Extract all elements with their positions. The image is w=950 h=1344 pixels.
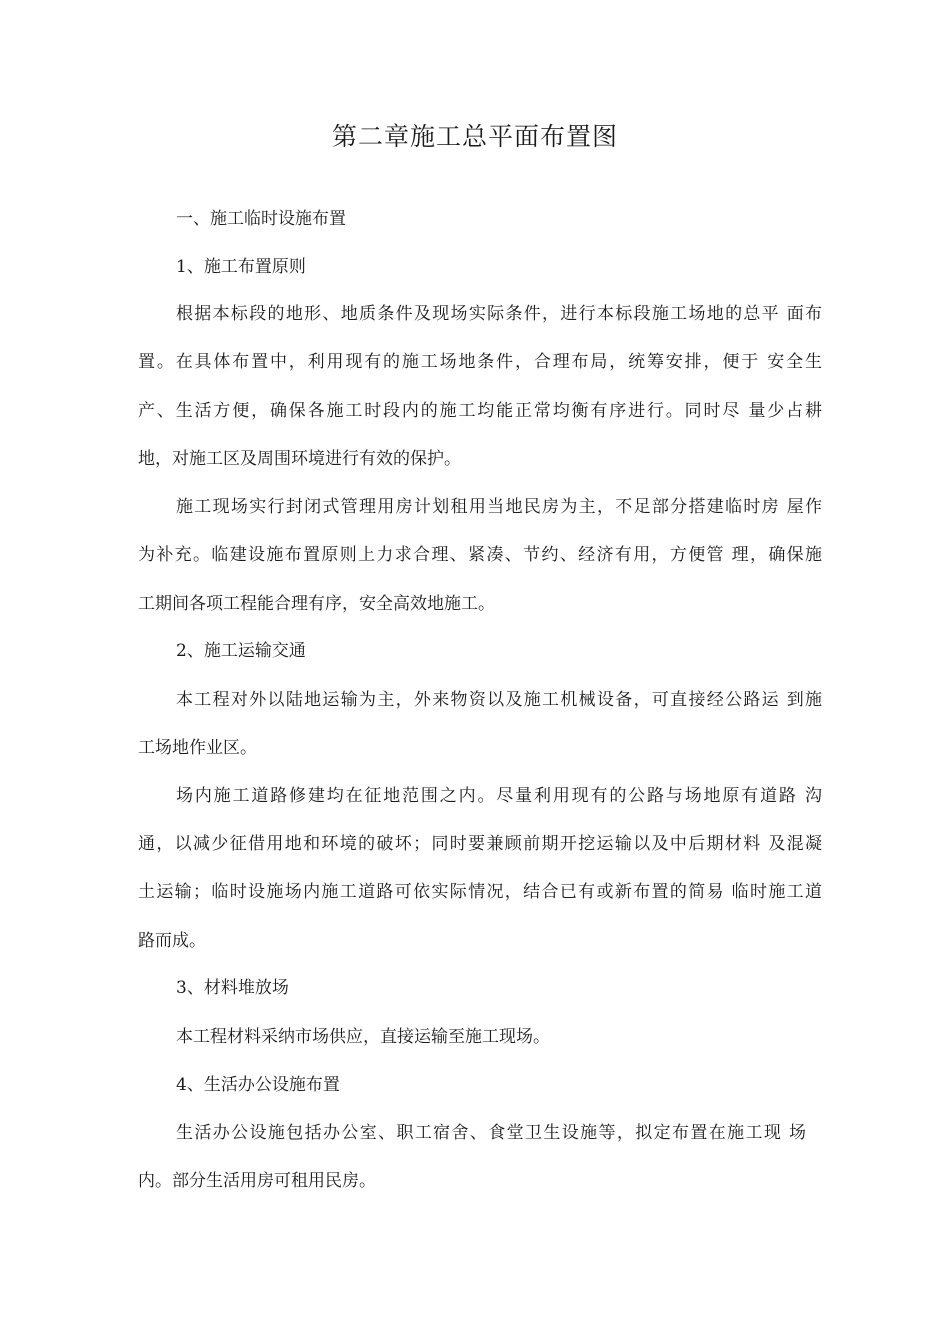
chapter-title: 第二章施工总平面布置图	[331, 122, 618, 151]
paragraph-line: 为补充。临建设施布置原则上力求合理、紧凑、节约、经济有用，方便管 理，确保施	[138, 545, 822, 565]
paragraph-line: 地，对施工区及周围环境进行有效的保护。	[138, 449, 461, 469]
subheading-material-yard: 3、材料堆放场	[176, 978, 289, 998]
paragraph-line: 通，以减少征借用地和环境的破坏；同时要兼顾前期开挖运输以及中后期材料 及混凝	[138, 834, 822, 854]
paragraph-line: 生活办公设施包括办公室、职工宿舍、食堂卫生设施等，拟定布置在施工现 场	[176, 1123, 806, 1143]
subheading-transport: 2、施工运输交通	[176, 641, 306, 661]
paragraph-line: 置。在具体布置中，利用现有的施工场地条件，合理布局，统筹安排，便于 安全生	[138, 352, 822, 372]
paragraph-line: 场内施工道路修建均在征地范围之内。尽量利用现有的公路与场地原有道路 沟	[176, 786, 822, 806]
paragraph-line: 本工程对外以陆地运输为主，外来物资以及施工机械设备，可直接经公路运 到施	[176, 690, 822, 710]
paragraph-line: 土运输；临时设施场内施工道路可依实际情况，结合已有或新布置的简易 临时施工道	[138, 882, 822, 902]
paragraph-line: 本工程材料采纳市场供应，直接运输至施工现场。	[176, 1027, 550, 1047]
subheading-office-facilities: 4、生活办公设施布置	[176, 1075, 340, 1095]
paragraph-line: 根据本标段的地形、地质条件及现场实际条件，进行本标段施工场地的总平 面布	[176, 304, 822, 324]
subheading-layout-principles: 1、施工布置原则	[176, 257, 306, 277]
paragraph-line: 内。部分生活用房可租用民房。	[138, 1171, 376, 1191]
paragraph-line: 工期间各项工程能合理有序，安全高效地施工。	[138, 594, 495, 614]
paragraph-line: 路而成。	[138, 931, 206, 951]
paragraph-line: 工场地作业区。	[138, 738, 257, 758]
paragraph-line: 施工现场实行封闭式管理用房计划租用当地民房为主，不足部分搭建临时房 屋作	[176, 497, 822, 517]
section-heading-temporary-facilities: 一、施工临时设施布置	[176, 209, 346, 229]
paragraph-line: 产、生活方便，确保各施工时段内的施工均能正常均衡有序进行。同时尽 量少占耕	[138, 401, 822, 421]
